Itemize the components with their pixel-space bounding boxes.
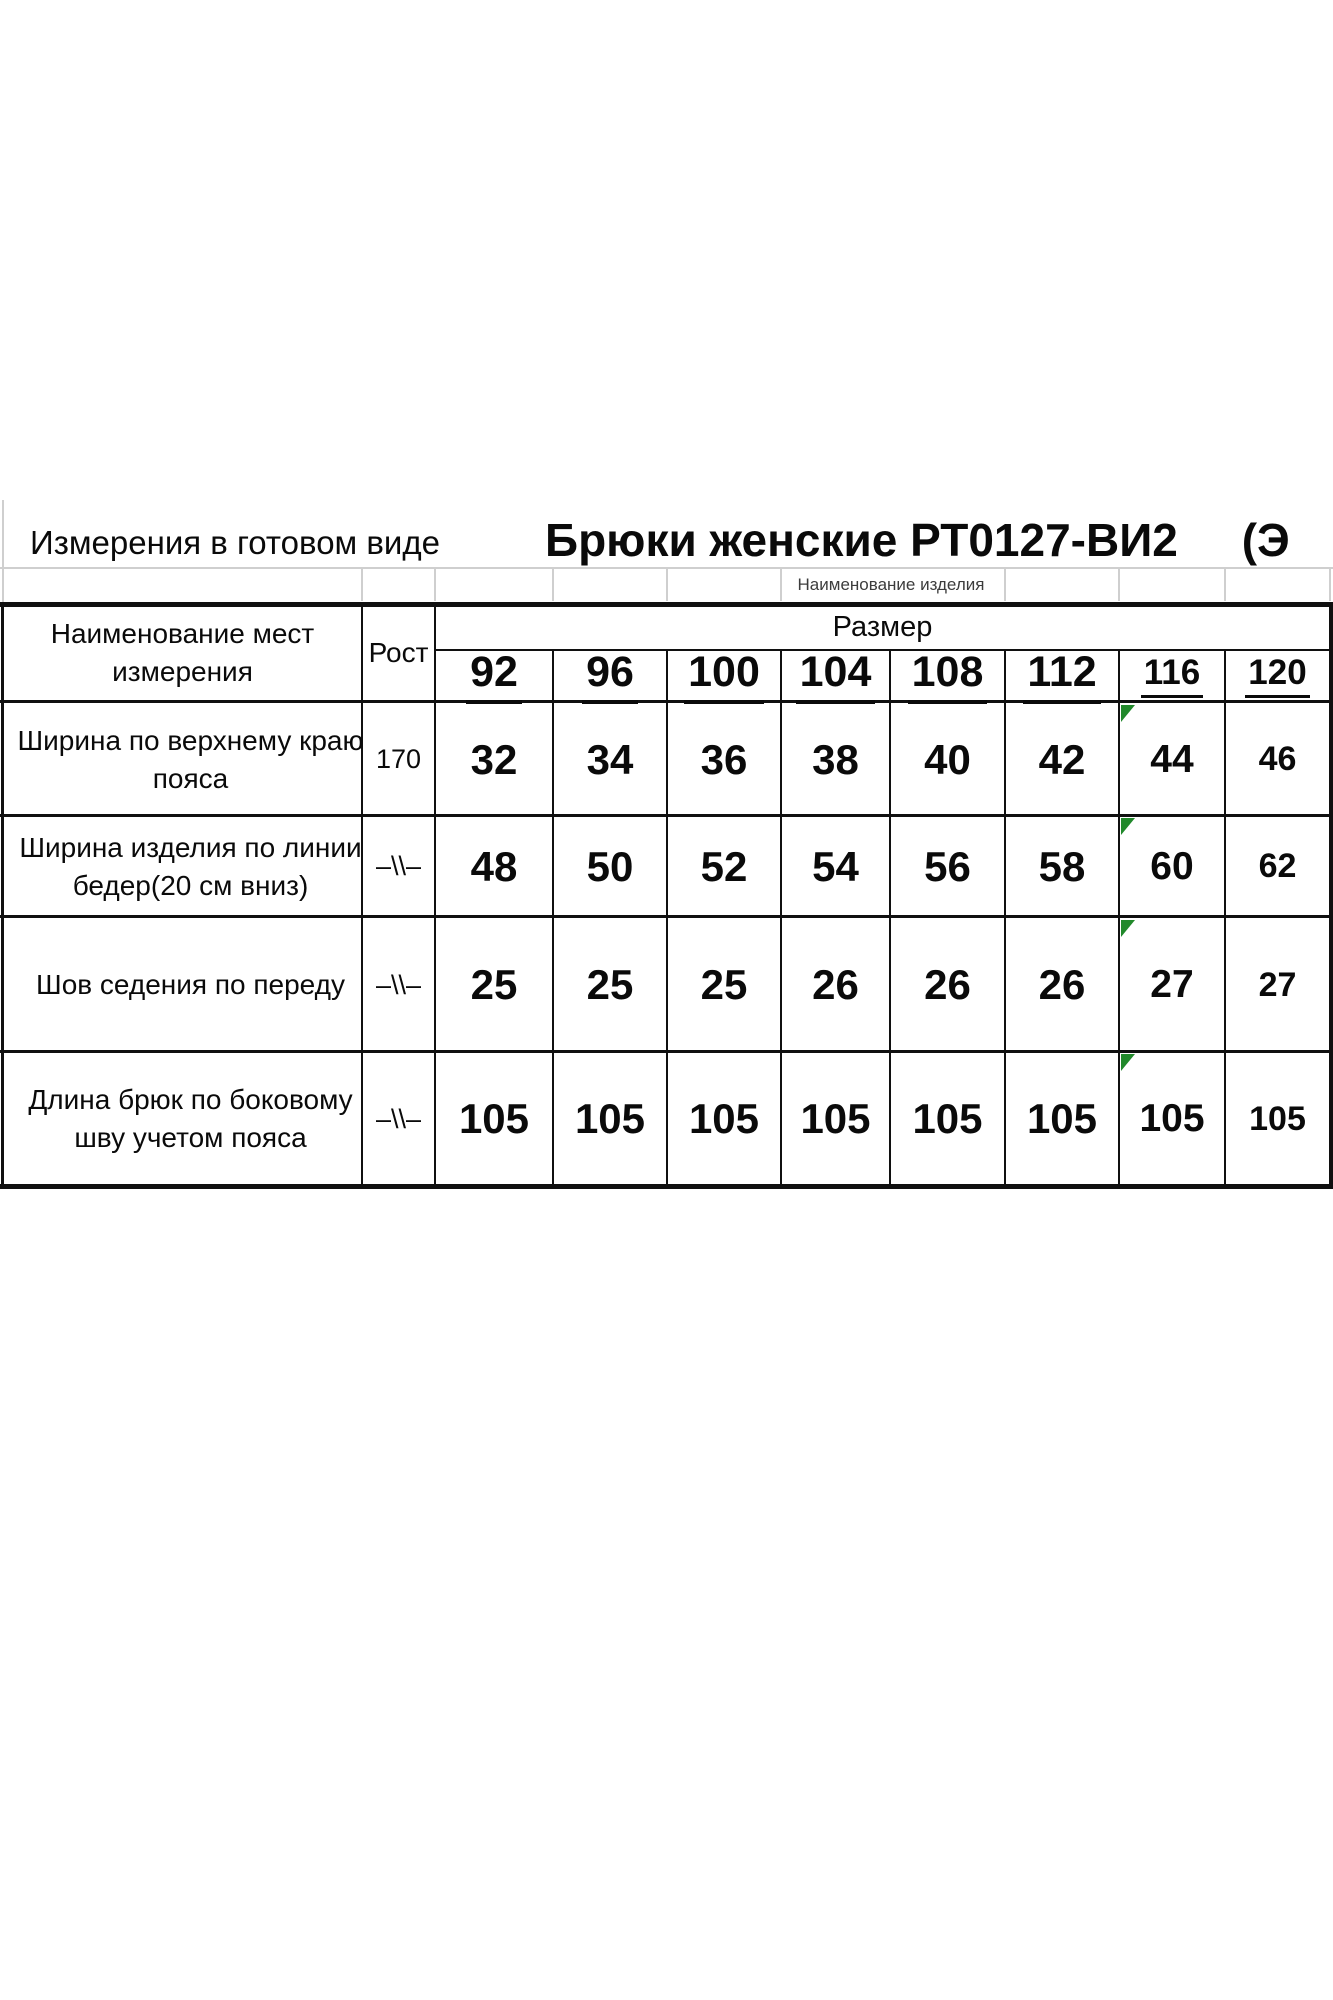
size-label: 108 [908,648,988,704]
measurements-title-cell[interactable]: Измерения в готовом виде [30,524,440,561]
corner-header-cell[interactable]: Наименование мест измерения [50,617,315,687]
error-indicator-icon [1121,818,1135,835]
data-cell-r4-104[interactable]: 105 [800,1095,871,1142]
row-label-cell[interactable]: Длина брюк по боковому шву учетом пояса [28,1084,353,1153]
data-cell-r4-96[interactable]: 105 [574,1095,646,1142]
data-cell-r1-108[interactable]: 40 [924,735,971,783]
data-cell-r1-100[interactable]: 36 [700,735,748,783]
row-label-cell[interactable]: Шов седения по переду [36,969,345,1001]
data-cell-r4-116[interactable]: 105 [1139,1097,1205,1140]
size-col-header-108[interactable] [891,647,1004,700]
error-indicator-icon [1121,920,1135,937]
gridline-v [666,569,668,601]
error-indicator-icon [1121,705,1135,722]
data-cell-r2-120[interactable]: 62 [1258,847,1297,885]
size-col-header-112[interactable] [1006,647,1118,700]
data-cell-r4-120[interactable]: 105 [1249,1099,1306,1138]
data-cell-r1-116[interactable]: 44 [1150,737,1194,781]
size-header-cell[interactable]: Размер [832,610,933,643]
data-cell-r3-120[interactable]: 27 [1258,965,1297,1004]
data-cell-r2-100[interactable]: 52 [700,842,748,890]
gridline-v [780,569,782,601]
size-col-header-96[interactable] [554,647,666,700]
gridline-v [552,569,554,601]
data-cell-r1-96[interactable]: 34 [586,735,634,783]
data-cell-r2-92[interactable]: 48 [470,842,518,890]
size-label: 92 [466,648,522,704]
row-label-cell[interactable]: Ширина по верхнему краю пояса [17,724,364,794]
size-col-header-116[interactable] [1120,651,1224,700]
size-col-header-104[interactable] [782,647,889,700]
data-cell-r2-104[interactable]: 54 [812,842,859,890]
gridline-v [1118,569,1120,601]
data-cell-r3-92[interactable]: 25 [470,961,518,1008]
data-cell-r1-104[interactable]: 38 [812,735,859,783]
size-label: 100 [684,648,764,704]
rost-value-cell[interactable]: –\\– [375,969,422,1000]
data-cell-r3-100[interactable]: 25 [700,961,748,1008]
data-cell-r4-100[interactable]: 105 [688,1095,760,1142]
rost-value-cell[interactable]: –\\– [375,1103,422,1134]
gridline-v [1224,569,1226,601]
data-cell-r3-104[interactable]: 26 [812,961,859,1008]
data-cell-r3-108[interactable]: 26 [924,961,971,1008]
gridline-v [361,569,363,601]
gridline-v [1329,569,1331,601]
size-label: 96 [582,648,638,704]
error-indicator-icon [1121,1054,1135,1071]
data-cell-r2-108[interactable]: 56 [924,842,971,890]
rost-value-cell[interactable]: 170 [375,744,422,774]
gridline-v [434,569,436,601]
row-label-cell[interactable]: Ширина изделия по линии бедер(20 см вниз) [19,831,362,901]
product-name-caption-cell[interactable]: Наименование изделия [797,575,985,594]
size-label: 104 [796,648,876,704]
data-cell-r2-96[interactable]: 50 [586,842,634,890]
rost-header-cell[interactable]: Рост [368,636,429,668]
data-cell-r4-112[interactable]: 105 [1026,1095,1098,1142]
data-cell-r2-112[interactable]: 58 [1038,842,1086,890]
data-cell-r2-116[interactable]: 60 [1150,844,1194,888]
size-col-header-92[interactable] [436,647,552,700]
size-label: 120 [1245,653,1309,698]
size-label: 112 [1023,648,1100,704]
data-cell-r3-116[interactable]: 27 [1150,963,1194,1006]
size-col-header-100[interactable] [668,647,780,700]
size-col-header-120[interactable] [1226,651,1329,700]
data-cell-r4-108[interactable]: 105 [912,1095,983,1142]
data-cell-r3-96[interactable]: 25 [586,961,634,1008]
size-label: 116 [1141,653,1203,698]
data-cell-r1-92[interactable]: 32 [470,735,518,783]
data-cell-r1-112[interactable]: 42 [1038,735,1086,783]
data-cell-r4-92[interactable]: 105 [458,1095,530,1142]
product-title-cell[interactable]: Брюки женские РТ0127-ВИ2 (Э [545,514,1290,566]
gridline-v [1004,569,1006,601]
data-cell-r3-112[interactable]: 26 [1038,961,1086,1008]
gridline-vertical-colA [2,500,4,603]
data-cell-r1-120[interactable]: 46 [1258,740,1297,778]
table-border-right [1329,602,1333,1189]
rost-value-cell[interactable]: –\\– [375,851,422,881]
